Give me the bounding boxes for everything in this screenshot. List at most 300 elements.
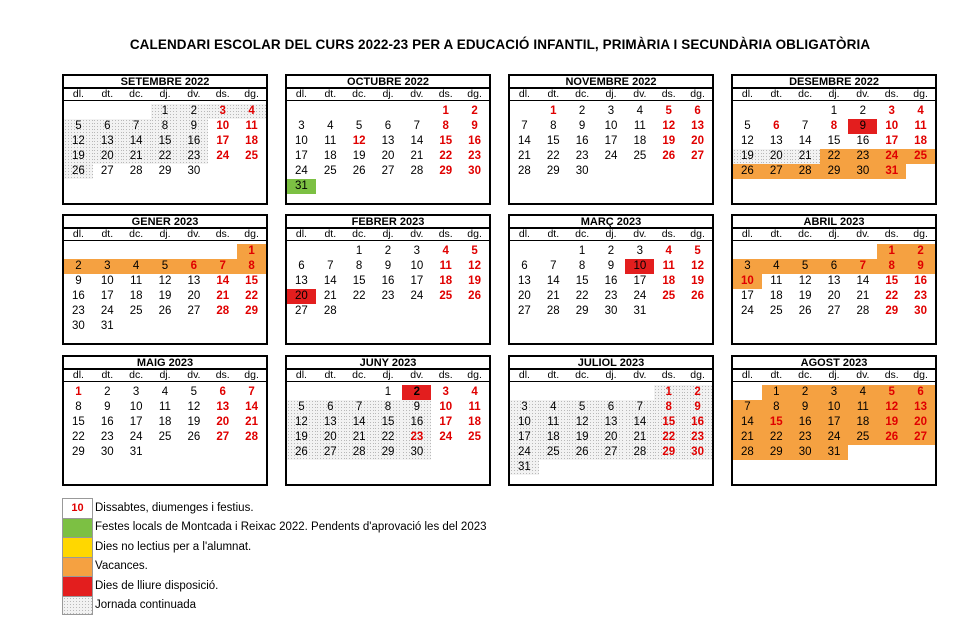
day-cell: 27 (597, 445, 626, 460)
day-cell: 23 (468, 150, 481, 162)
day-cell: 9 (578, 120, 586, 132)
day-cell: 31 (287, 179, 316, 194)
day-cell: 7 (413, 120, 421, 132)
day-cell: 20 (827, 290, 841, 302)
day-cell: 7 (733, 400, 762, 415)
day-cell: 23 (402, 430, 431, 445)
day-cell: 17 (604, 135, 618, 147)
weekday-label: dc. (352, 88, 367, 100)
weekday-label: dc. (798, 228, 813, 240)
weekday-label: dt. (770, 369, 783, 381)
day-cell: 28 (518, 165, 531, 177)
weekday-label: dg. (244, 228, 259, 240)
month-title: ABRIL 2023 (733, 216, 935, 229)
day-cell: 9 (402, 400, 431, 415)
day-cell: 1 (578, 245, 586, 257)
day-cell: 11 (439, 260, 452, 272)
day-cell: 25 (906, 149, 935, 164)
day-cell: 5 (64, 119, 93, 134)
day-cell: 30 (468, 165, 481, 177)
day-cell: 28 (345, 445, 374, 460)
legend-label-local: Festes locals de Montcada i Reixac 2022. Pendents d'aprovació les del 2023 (95, 521, 487, 534)
weekday-label: dt. (324, 88, 337, 100)
day-cell: 1 (654, 385, 683, 400)
weekday-label: dj. (159, 369, 171, 381)
day-cell: 2 (578, 105, 586, 117)
day-cell: 22 (546, 150, 560, 162)
day-cell: 24 (820, 430, 849, 445)
day-cell: 6 (316, 400, 345, 415)
day-cell: 15 (352, 275, 366, 287)
day-cell: 18 (662, 275, 676, 287)
day-cell: 16 (856, 135, 870, 147)
day-cell: 11 (468, 401, 481, 413)
day-cell: 14 (216, 275, 230, 287)
day-cell: 10 (625, 259, 654, 274)
day-cell: 1 (830, 105, 838, 117)
legend-swatch-lliure (62, 576, 93, 596)
day-cell: 14 (345, 415, 374, 430)
weekday-label: dl. (518, 88, 530, 100)
day-grid (287, 104, 489, 194)
day-cell: 16 (179, 134, 208, 149)
day-cell: 18 (539, 430, 568, 445)
weekday-header (510, 370, 712, 382)
day-cell: 13 (187, 275, 201, 287)
month-table (508, 74, 714, 205)
day-cell: 13 (597, 415, 626, 430)
weekday-label: dl. (741, 228, 753, 240)
empty-cell (151, 244, 180, 259)
day-cell: 10 (410, 260, 424, 272)
day-cell: 2 (384, 245, 392, 257)
day-cell: 18 (245, 135, 258, 147)
empty-cell (791, 244, 820, 259)
month-title: FEBRER 2023 (287, 216, 489, 229)
day-cell: 14 (546, 275, 560, 287)
weekday-label: dj. (605, 369, 617, 381)
day-cell: 11 (130, 275, 143, 287)
day-cell: 7 (625, 400, 654, 415)
day-cell: 5 (694, 245, 701, 257)
day-cell: 31 (129, 446, 143, 458)
day-cell: 8 (578, 260, 586, 272)
day-cell: 4 (327, 120, 334, 132)
day-cell: 26 (568, 445, 597, 460)
day-cell: 3 (607, 105, 615, 117)
weekday-label: dc. (575, 228, 590, 240)
day-grid (510, 385, 712, 475)
weekday-label: dg. (244, 369, 259, 381)
day-cell: 12 (64, 134, 93, 149)
day-cell: 26 (733, 164, 762, 179)
day-cell: 31 (877, 164, 906, 179)
day-cell: 17 (295, 150, 308, 162)
day-cell: 20 (381, 150, 395, 162)
day-cell: 11 (770, 275, 783, 287)
weekday-label: dj. (159, 228, 171, 240)
empty-cell (568, 385, 597, 400)
empty-cell (510, 244, 539, 259)
weekday-label: dl. (741, 369, 753, 381)
day-cell: 26 (352, 165, 366, 177)
day-cell: 30 (791, 445, 820, 460)
empty-cell (848, 244, 877, 259)
day-cell: 28 (546, 305, 560, 317)
day-cell: 10 (820, 400, 849, 415)
day-cell: 11 (662, 260, 675, 272)
day-cell: 8 (654, 400, 683, 415)
day-cell: 7 (345, 400, 374, 415)
day-cell: 19 (468, 275, 481, 287)
day-cell: 8 (550, 120, 557, 132)
weekday-label: dj. (382, 369, 394, 381)
empty-cell (287, 244, 316, 259)
day-cell: 19 (187, 416, 201, 428)
day-cell: 16 (683, 415, 712, 430)
day-cell: 17 (129, 416, 143, 428)
day-cell: 1 (442, 105, 449, 117)
day-cell: 24 (410, 290, 424, 302)
weekday-header (510, 229, 712, 241)
day-cell: 27 (518, 305, 531, 317)
day-cell: 15 (245, 275, 258, 287)
day-cell: 26 (468, 290, 481, 302)
day-cell: 25 (539, 445, 568, 460)
weekday-label: dl. (72, 369, 84, 381)
weekday-label: dl. (518, 228, 530, 240)
empty-cell (122, 104, 151, 119)
weekday-header (64, 370, 266, 382)
weekday-label: dt. (547, 88, 560, 100)
day-cell: 24 (216, 150, 230, 162)
day-cell: 4 (539, 400, 568, 415)
day-cell: 30 (402, 445, 431, 460)
weekday-label: dc. (352, 369, 367, 381)
day-cell: 9 (384, 260, 392, 272)
day-cell: 18 (323, 150, 337, 162)
day-cell: 6 (773, 120, 780, 132)
day-cell: 14 (323, 275, 337, 287)
weekday-label: dj. (828, 88, 840, 100)
day-cell: 15 (575, 275, 589, 287)
weekday-label: dl. (72, 228, 84, 240)
day-cell: 27 (295, 305, 308, 317)
day-cell: 12 (158, 275, 172, 287)
day-cell: 28 (791, 164, 820, 179)
day-cell: 29 (654, 445, 683, 460)
month-table (731, 214, 937, 345)
day-cell: 26 (287, 445, 316, 460)
weekday-label: dc. (352, 228, 367, 240)
day-cell: 19 (733, 149, 762, 164)
weekday-label: ds. (661, 369, 676, 381)
day-cell: 17 (410, 275, 424, 287)
weekday-label: dg. (690, 88, 705, 100)
day-cell: 9 (104, 401, 111, 413)
day-cell: 25 (323, 165, 337, 177)
day-cell: 26 (691, 290, 704, 302)
day-cell: 10 (216, 120, 230, 132)
day-cell: 2 (104, 386, 111, 398)
day-cell: 13 (769, 135, 783, 147)
day-cell: 17 (633, 275, 647, 287)
day-cell: 20 (187, 290, 201, 302)
day-cell: 13 (93, 134, 122, 149)
day-cell: 27 (316, 445, 345, 460)
day-cell: 2 (859, 105, 867, 117)
day-cell: 2 (607, 245, 615, 257)
day-cell: 24 (877, 149, 906, 164)
month-table (62, 355, 268, 486)
month-title: OCTUBRE 2022 (287, 76, 489, 89)
day-cell: 23 (914, 290, 927, 302)
empty-cell (208, 244, 237, 259)
day-cell: 23 (179, 149, 208, 164)
day-cell: 4 (161, 386, 169, 398)
weekday-label: dl. (295, 369, 307, 381)
day-cell: 18 (158, 416, 172, 428)
weekday-label: dg. (467, 228, 482, 240)
day-cell: 26 (662, 150, 676, 162)
day-cell: 5 (744, 120, 751, 132)
day-cell: 30 (187, 165, 201, 177)
weekday-label: dt. (101, 88, 114, 100)
day-cell: 23 (848, 149, 877, 164)
day-cell: 22 (439, 150, 453, 162)
day-cell: 12 (568, 415, 597, 430)
day-cell: 24 (633, 290, 647, 302)
weekday-label: dl. (518, 369, 530, 381)
day-cell: 25 (468, 431, 481, 443)
day-cell: 1 (75, 386, 82, 398)
weekday-label: dg. (244, 88, 259, 100)
month-title: JULIOL 2023 (510, 357, 712, 370)
day-cell: 9 (179, 119, 208, 134)
empty-cell (316, 104, 345, 119)
weekday-label: dg. (467, 369, 482, 381)
legend-item-local (62, 518, 487, 538)
day-cell: 25 (848, 430, 877, 445)
day-cell: 14 (245, 401, 258, 413)
day-cell: 12 (187, 401, 201, 413)
day-cell: 20 (93, 149, 122, 164)
weekday-label: dc. (575, 369, 590, 381)
day-cell: 29 (158, 165, 172, 177)
day-cell: 7 (801, 120, 809, 132)
empty-cell (733, 244, 762, 259)
day-cell: 6 (906, 385, 935, 400)
weekday-label: dv. (633, 369, 647, 381)
weekday-label: dc. (129, 228, 144, 240)
weekday-label: dl. (295, 228, 307, 240)
day-cell: 21 (410, 150, 424, 162)
day-cell: 22 (374, 430, 403, 445)
legend-item-holidays (62, 498, 487, 518)
empty-cell (179, 244, 208, 259)
day-cell: 20 (518, 290, 531, 302)
weekday-label: ds. (661, 228, 676, 240)
day-cell: 16 (791, 415, 820, 430)
day-cell: 3 (888, 105, 895, 117)
empty-cell (733, 385, 762, 400)
empty-cell (733, 104, 762, 119)
day-cell: 29 (245, 305, 258, 317)
day-cell: 21 (245, 416, 258, 428)
day-cell: 12 (741, 135, 754, 147)
legend-item-no-lectius (62, 537, 487, 557)
day-cell: 15 (439, 135, 453, 147)
month-title: AGOST 2023 (733, 357, 935, 370)
day-cell: 12 (798, 275, 812, 287)
day-cell: 5 (471, 245, 478, 257)
day-cell: 17 (216, 135, 230, 147)
legend-label-lliure: Dies de lliure disposició. (95, 579, 219, 592)
day-cell: 21 (518, 150, 531, 162)
legend-label-jornada: Jornada continuada (95, 599, 197, 612)
day-cell: 13 (216, 401, 230, 413)
day-cell: 6 (219, 386, 226, 398)
day-cell: 13 (827, 275, 841, 287)
day-cell: 20 (691, 135, 704, 147)
weekday-header (733, 89, 935, 101)
day-cell: 30 (575, 165, 589, 177)
day-cell: 27 (691, 150, 704, 162)
day-cell: 8 (355, 260, 363, 272)
weekday-label: dl. (295, 88, 307, 100)
month-table (285, 74, 491, 205)
day-cell: 18 (633, 135, 647, 147)
empty-cell (93, 244, 122, 259)
day-cell: 19 (691, 275, 704, 287)
day-grid (510, 104, 712, 194)
weekday-label: dv. (187, 228, 201, 240)
day-cell: 1 (355, 245, 363, 257)
weekday-label: dv. (410, 228, 424, 240)
weekday-label: dv. (633, 88, 647, 100)
day-cell: 28 (323, 305, 337, 317)
day-cell: 14 (122, 134, 151, 149)
day-cell: 29 (575, 305, 589, 317)
day-cell: 22 (762, 430, 791, 445)
day-cell: 16 (72, 290, 85, 302)
month-table (62, 74, 268, 205)
day-cell: 19 (287, 430, 316, 445)
legend (62, 498, 487, 615)
day-cell: 11 (539, 415, 568, 430)
day-cell: 21 (546, 290, 560, 302)
day-cell: 1 (762, 385, 791, 400)
weekday-label: dj. (159, 88, 171, 100)
day-cell: 5 (791, 259, 820, 274)
weekday-label: ds. (215, 369, 230, 381)
day-cell: 21 (216, 290, 230, 302)
weekday-label: dj. (828, 369, 840, 381)
day-cell: 23 (683, 430, 712, 445)
day-cell: 4 (917, 105, 924, 117)
weekday-label: dv. (856, 88, 870, 100)
day-cell: 4 (762, 259, 791, 274)
weekday-label: dg. (467, 88, 482, 100)
day-cell: 6 (597, 400, 626, 415)
weekday-label: dv. (856, 369, 870, 381)
day-cell: 22 (72, 431, 85, 443)
empty-cell (625, 385, 654, 400)
day-cell: 31 (100, 320, 114, 332)
day-cell: 6 (694, 105, 701, 117)
weekday-label: dc. (575, 88, 590, 100)
day-cell: 28 (733, 445, 762, 460)
day-cell: 8 (762, 400, 791, 415)
weekday-label: dv. (856, 228, 870, 240)
day-cell: 29 (762, 445, 791, 460)
day-cell: 27 (906, 430, 935, 445)
day-cell: 15 (151, 134, 180, 149)
day-cell: 10 (733, 274, 762, 289)
day-cell: 14 (518, 135, 531, 147)
month-table (62, 214, 268, 345)
day-cell: 18 (129, 290, 143, 302)
day-cell: 16 (381, 275, 395, 287)
day-cell: 18 (468, 416, 481, 428)
empty-cell (93, 104, 122, 119)
weekday-label: dj. (605, 228, 617, 240)
day-cell: 7 (248, 386, 255, 398)
day-cell: 28 (129, 165, 143, 177)
day-cell: 1 (877, 244, 906, 259)
weekday-label: dt. (547, 369, 560, 381)
day-cell: 15 (546, 135, 560, 147)
weekday-label: ds. (884, 369, 899, 381)
day-cell: 14 (798, 135, 812, 147)
day-cell: 29 (439, 165, 453, 177)
empty-cell (597, 385, 626, 400)
weekday-label: dv. (187, 369, 201, 381)
weekday-header (733, 229, 935, 241)
month-table (731, 74, 937, 205)
day-cell: 23 (604, 290, 618, 302)
weekday-header (64, 89, 266, 101)
day-cell: 25 (129, 305, 143, 317)
legend-label-holidays: Dissabtes, diumenges i festius. (95, 501, 254, 514)
day-grid (733, 104, 935, 194)
day-cell: 16 (575, 135, 589, 147)
day-cell: 17 (510, 430, 539, 445)
weekday-label: dg. (913, 369, 928, 381)
day-cell: 21 (791, 149, 820, 164)
day-cell: 28 (856, 305, 870, 317)
weekday-label: dt. (324, 369, 337, 381)
page-title: CALENDARI ESCOLAR DEL CURS 2022-23 PER A EDUCACIÓ INFANTIL, PRIMÀRIA I SECUNDÀRIA OBLIGATÒRIA (129, 37, 871, 52)
day-cell: 1 (550, 105, 557, 117)
day-cell: 17 (885, 135, 899, 147)
day-cell: 3 (93, 259, 122, 274)
day-cell: 29 (820, 164, 849, 179)
weekday-label: ds. (438, 88, 453, 100)
day-cell: 27 (762, 164, 791, 179)
day-cell: 13 (518, 275, 531, 287)
day-cell: 6 (93, 119, 122, 134)
day-cell: 9 (791, 400, 820, 415)
day-cell: 2 (791, 385, 820, 400)
weekday-label: ds. (438, 369, 453, 381)
weekday-header (510, 89, 712, 101)
day-cell: 24 (439, 431, 453, 443)
day-cell: 27 (381, 165, 395, 177)
weekday-label: dg. (913, 88, 928, 100)
empty-cell (287, 385, 316, 400)
day-grid (287, 244, 489, 334)
